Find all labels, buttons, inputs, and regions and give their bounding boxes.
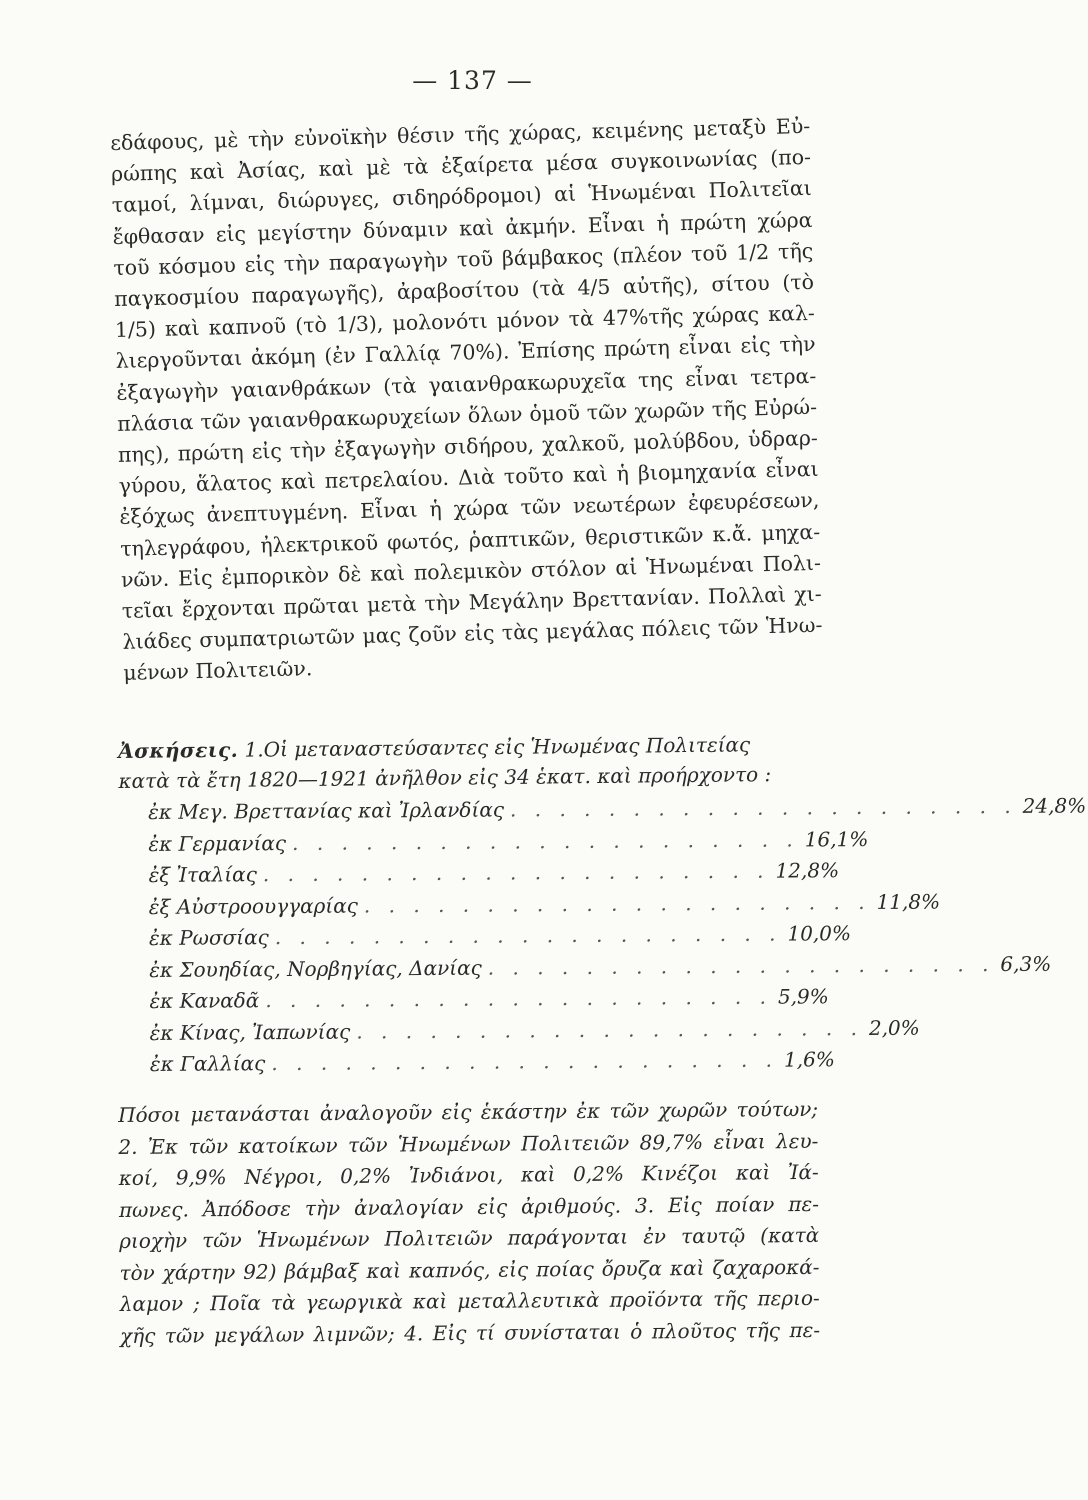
leader-dots: . . . . . . . . . . . . . . . . . . . . . bbox=[262, 858, 770, 887]
text-line: νῶν. Εἰς ἐμπορικὸν δὲ καὶ πολεμικὸν στόλον αἱ Ἡνωμέναι Πολι- bbox=[120, 550, 822, 592]
text-line: πης), πρώτη εἰς τὴν ἐξαγωγὴν σιδήρου, χαλκοῦ, μολύβδου, ὑδραρ- bbox=[117, 425, 819, 467]
table-row bbox=[148, 921, 852, 957]
text-line: ἔφθασαν εἰς μεγίστην δύναμιν καὶ ἀκμήν. Εἶναι ἡ πρώτη χώρα bbox=[112, 207, 813, 249]
question-line: λαμον ; Ποῖα τὰ γεωργικὰ καὶ μεταλλευτικὰ προϊόντα τῆς περιο- bbox=[119, 1285, 820, 1316]
text-line: 1/5) καὶ καπνοῦ (τὸ 1/3), μολονότι μόνον τὰ 47%τῆς χώρας καλ- bbox=[114, 301, 816, 343]
table-row bbox=[148, 793, 1087, 831]
text-line: ἐξαγωγὴν γαιανθράκων (τὰ γαιανθρακωρυχεῖα της εἶναι τετρα- bbox=[116, 363, 817, 405]
row-label: ἐκ Γερμανίας bbox=[148, 830, 287, 856]
row-label: ἐκ Κίνας, Ἰαπωνίας bbox=[149, 1019, 351, 1045]
table-row bbox=[148, 826, 869, 863]
row-value: 2,0% bbox=[868, 1015, 920, 1040]
row-label: ἐξ Ἰταλίας bbox=[148, 862, 257, 887]
page-number: — 137 — bbox=[412, 66, 533, 95]
text-line: πλάσια τῶν γαιανθρακωρυχείων ὅλων ὁμοῦ τῶν χωρῶν τῆς Εὐρώ- bbox=[116, 394, 818, 436]
exercises-intro bbox=[118, 729, 819, 796]
leader-dots: . . . . . . . . . . . . . . . . . . . . . bbox=[271, 1047, 779, 1076]
row-value: 11,8% bbox=[876, 888, 941, 914]
table-row bbox=[149, 1015, 920, 1052]
exercise-1-text: 1.Οἱ μεταναστεύσαντες εἰς Ἡνωμένας Πολιτείας bbox=[244, 732, 751, 762]
body-paragraph bbox=[110, 111, 824, 690]
question-line: ριοχὴν τῶν Ἡνωμένων Πολιτειῶν παράγονται ἐν ταυτῷ (κατὰ bbox=[119, 1222, 820, 1253]
table-row bbox=[148, 888, 941, 926]
text-line: λιεργοῦνται ἀκόμη (ἐν Γαλλίᾳ 70%). Ἐπίσης πρώτη εἶναι εἰς τὴν bbox=[115, 332, 816, 374]
text-line: μένων Πολιτειῶν. bbox=[123, 656, 313, 686]
row-label: ἐκ Καναδᾶ bbox=[149, 988, 260, 1013]
row-value: 16,1% bbox=[804, 826, 869, 851]
row-value: 24,8% bbox=[1022, 793, 1087, 818]
row-label: ἐκ Ρωσσίας bbox=[148, 925, 269, 950]
row-label: ἐκ Σουηδίας, Νορβηγίας, Δανίας bbox=[149, 955, 482, 982]
table-row bbox=[149, 1047, 835, 1083]
text-line: τηλεγράφου, ἠλεκτρικοῦ φωτός, ῥαπτικῶν, θεριστικῶν κ.ἄ. μηχα- bbox=[119, 519, 821, 561]
exercises-heading: Ἀσκήσεις. bbox=[118, 737, 239, 763]
table-row bbox=[149, 984, 829, 1020]
leader-dots: . . . . . . . . . . . . . . . . . . . . . bbox=[509, 793, 1017, 822]
immigration-table bbox=[148, 793, 1087, 1083]
row-value: 10,0% bbox=[787, 921, 852, 946]
leader-dots: . . . . . . . . . . . . . . . . . . . . . bbox=[487, 951, 995, 980]
text-line: τοῦ κόσμου εἰς τὴν παραγωγὴν τοῦ βάμβακος (πλέον τοῦ 1/2 τῆς bbox=[113, 238, 814, 280]
row-value: 1,6% bbox=[783, 1047, 835, 1072]
leader-dots: . . . . . . . . . . . . . . . . . . . . . bbox=[265, 984, 773, 1013]
text-line: ἐξόχως ἀνεπτυγμένη. Εἶναι ἡ χώρα τῶν νεωτέρων ἐφευρέσεων, bbox=[119, 488, 820, 530]
text-line: τεῖαι ἔρχονται πρῶται μετὰ τὴν Μεγάλην Βρεττανίαν. Πολλαὶ χι- bbox=[121, 581, 822, 623]
text-line: γύρου, ἅλατος καὶ πετρελαίου. Διὰ τοῦτο καὶ ἡ βιομηχανία εἶναι bbox=[118, 457, 819, 499]
leader-dots: . . . . . . . . . . . . . . . . . . . . . bbox=[363, 889, 871, 917]
question-line: χῆς τῶν μεγάλων λιμνῶν; 4. Εἰς τί συνίσταται ὁ πλοῦτος τῆς πε- bbox=[119, 1317, 821, 1348]
table-row bbox=[148, 858, 840, 894]
row-label: ἐκ Γαλλίας bbox=[149, 1051, 266, 1076]
question-line: κοί, 9,9% Νέγροι, 0,2% Ἰνδιάνοι, καὶ 0,2% Κινέζοι καὶ Ἰά- bbox=[118, 1159, 819, 1190]
text-line: λιάδες συμπατριωτῶν μας ζοῦν εἰς τὰς μεγάλας πόλεις τῶν Ἡνω- bbox=[122, 612, 823, 655]
text-line: παγκοσμίου παραγωγῆς), ἀραβοσίτου (τὰ 4/5 αὐτῆς), σίτου (τὸ bbox=[113, 269, 815, 311]
text-line: ταμοί, λίμναι, διώρυγες, σιδηρόδρομοι) αἱ Ἡνωμέναι Πολιτεῖαι bbox=[111, 176, 812, 218]
row-label: ἐκ Μεγ. Βρεττανίας καὶ Ἰρλανδίας bbox=[148, 797, 505, 824]
row-value: 5,9% bbox=[777, 984, 829, 1009]
exercise-questions bbox=[118, 1094, 820, 1352]
question-line: 2. Ἐκ τῶν κατοίκων τῶν Ἡνωμένων Πολιτειῶν 89,7% εἶναι λευ- bbox=[118, 1128, 819, 1159]
table-row bbox=[149, 951, 1052, 989]
row-value: 12,8% bbox=[775, 858, 840, 883]
leader-dots: . . . . . . . . . . . . . . . . . . . . . bbox=[292, 826, 799, 855]
leader-dots: . . . . . . . . . . . . . . . . . . . . . bbox=[274, 921, 782, 950]
exercise-1-text-cont: κατὰ τὰ ἔτη 1820—1921 ἀνῆλθον εἰς 34 ἑκατ. καὶ προήρχοντο : bbox=[118, 762, 772, 793]
leader-dots: . . . . . . . . . . . . . . . . . . . . . bbox=[356, 1015, 864, 1044]
text-line: ρώπης καὶ Ἀσίας, καὶ μὲ τὰ ἐξαίρετα μέσα συγκοινωνίας (πο- bbox=[110, 145, 812, 187]
question-line: πωνες. Ἀπόδοσε τὴν ἀναλογίαν εἰς ἀριθμούς. 3. Εἰς ποίαν πε- bbox=[118, 1191, 820, 1222]
question-line: τὸν χάρτην 92) βάμβαξ καὶ καπνός, εἰς ποίας ὄρυζα καὶ ζαχαροκά- bbox=[119, 1254, 820, 1285]
row-value: 6,3% bbox=[1000, 951, 1052, 976]
text-line: εδάφους, μὲ τὴν εὐνοϊκὴν θέσιν τῆς χώρας, κειμένης μεταξὺ Εὐ- bbox=[110, 113, 811, 155]
row-label: ἐξ Αὐστροουγγαρίας bbox=[148, 893, 358, 919]
question-line: Πόσοι μετανάσται ἀναλογοῦν εἰς ἑκάστην ἐκ τῶν χωρῶν τούτων; bbox=[118, 1096, 819, 1127]
